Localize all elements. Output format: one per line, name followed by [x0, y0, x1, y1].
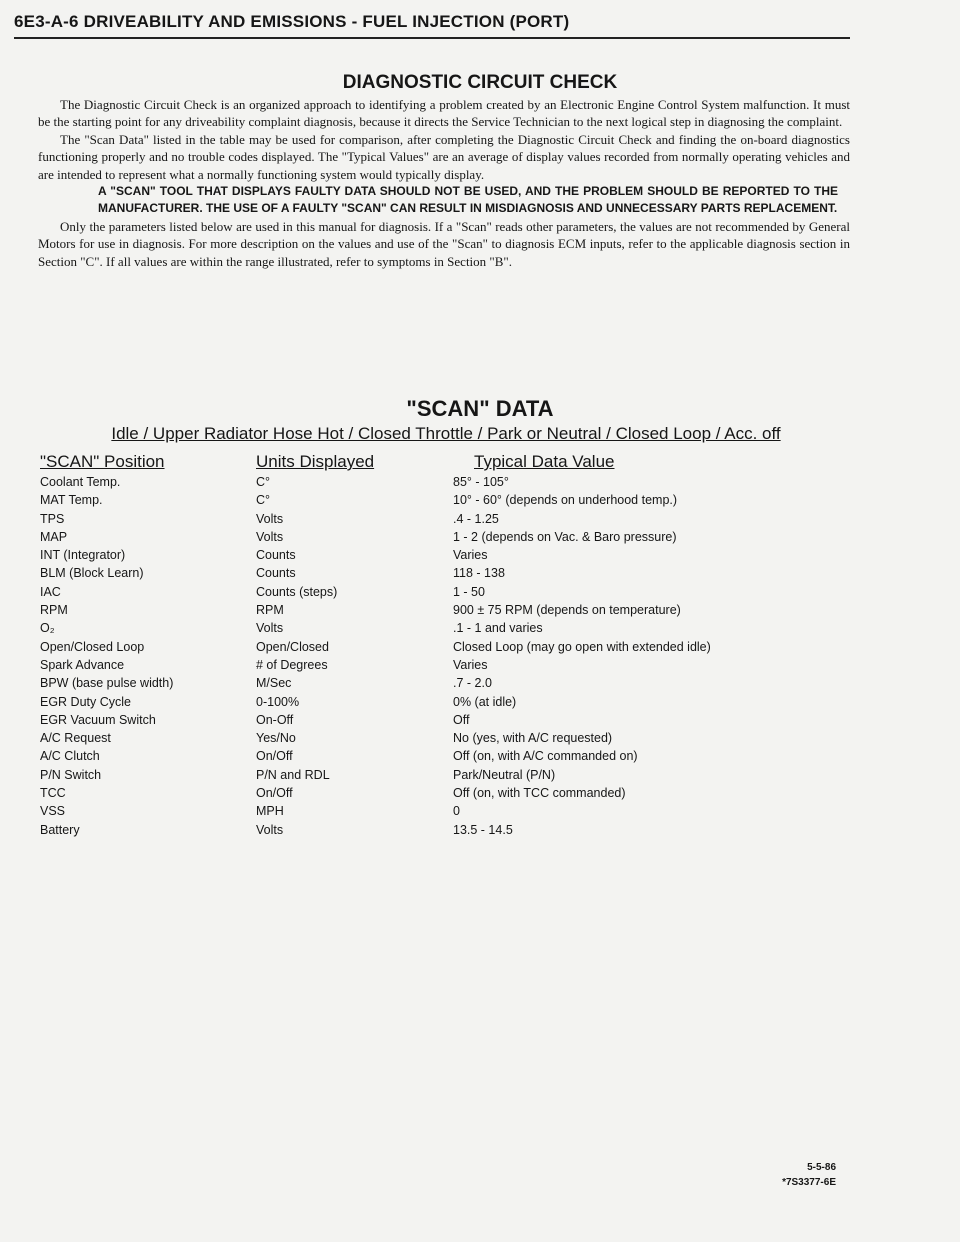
- intro-paragraph: The "Scan Data" listed in the table may be used for comparison, after completing the Diagnostic Circuit Check and finding the on-board diagnostics functioning properly and no trouble codes displayed. The "Typical Values" are an average of display values recorded from normally operating vehicles and are intended to represent what a normally functioning system would typically display.: [38, 131, 850, 182]
- table-row: [40, 658, 860, 676]
- scan-position-cell: BPW (base pulse width): [40, 676, 174, 691]
- units-displayed-cell: Counts: [256, 566, 296, 581]
- typical-value-cell: Off (on, with TCC commanded): [453, 786, 626, 801]
- table-row: [40, 749, 860, 767]
- scan-position-cell: Spark Advance: [40, 657, 125, 672]
- scan-position-cell: EGR Vacuum Switch: [40, 712, 156, 727]
- typical-value-cell: Park/Neutral (P/N): [453, 767, 556, 782]
- table-row: [40, 566, 860, 584]
- scan-data-title: "SCAN" DATA: [406, 396, 554, 421]
- scan-conditions: Idle / Upper Radiator Hose Hot / Closed Throttle / Park or Neutral / Closed Loop / Acc. off: [111, 424, 781, 443]
- intro-paragraph: The Diagnostic Circuit Check is an organized approach to identifying a problem created by an Electronic Engine Control System malfunction. It must be the starting point for any driveability complaint diagnosis, because it directs the Service Technician to the next logical step in diagnosing the complaint.: [38, 97, 850, 130]
- units-displayed-cell: Counts (steps): [256, 584, 338, 599]
- typical-value-cell: .1 - 1 and varies: [453, 621, 543, 636]
- table-row: [40, 804, 860, 822]
- footer-date: 5-5-86: [807, 1162, 836, 1173]
- units-displayed-cell: C°: [256, 475, 271, 489]
- table-row: [40, 548, 860, 566]
- units-displayed-cell: On/Off: [256, 786, 293, 801]
- table-row: [40, 621, 860, 639]
- table-row: [40, 603, 860, 621]
- scan-position-cell: TCC: [40, 786, 66, 801]
- scan-position-cell: Open/Closed Loop: [40, 639, 145, 654]
- table-row: [40, 768, 860, 786]
- table-row: [40, 585, 860, 603]
- units-displayed-cell: Volts: [256, 621, 284, 636]
- typical-value-cell: No (yes, with A/C requested): [453, 731, 613, 746]
- typical-value-cell: Varies: [453, 548, 488, 563]
- scan-position-cell: A/C Clutch: [40, 749, 100, 764]
- page-header: 6E3-A-6 DRIVEABILITY AND EMISSIONS - FUEL INJECTION (PORT): [14, 12, 850, 39]
- scan-position-cell: IAC: [40, 584, 61, 599]
- scan-position-cell: Coolant Temp.: [40, 475, 121, 489]
- units-displayed-cell: Open/Closed: [256, 639, 329, 654]
- units-displayed-cell: MPH: [256, 804, 284, 819]
- table-row: [40, 713, 860, 731]
- table-row: [40, 676, 860, 694]
- units-displayed-cell: Yes/No: [256, 731, 296, 746]
- typical-value-cell: 1 - 50: [453, 584, 485, 599]
- table-row: [40, 640, 860, 658]
- scan-position-cell: MAT Temp.: [40, 493, 103, 508]
- closing-paragraph: Only the parameters listed below are used in this manual for diagnosis. If a "Scan" reads other parameters, the values are not recommended by General Motors for use in diagnosis. For more description on the values and use of the "Scan" to diagnosis ECM inputs, refer to the applicable diagnosis section in Section "C". If all values are within the range illustrated, refer to symptoms in Section "B".: [38, 218, 850, 269]
- table-row: [40, 475, 860, 493]
- units-displayed-cell: Volts: [256, 511, 284, 526]
- scan-position-cell: RPM: [40, 603, 68, 618]
- intro-text: [38, 96, 850, 270]
- scan-position-cell: VSS: [40, 804, 66, 819]
- typical-value-cell: 13.5 - 14.5: [453, 822, 513, 837]
- units-displayed-cell: 0-100%: [256, 694, 300, 709]
- table-row: [40, 695, 860, 713]
- section-title: DIAGNOSTIC CIRCUIT CHECK: [342, 72, 618, 93]
- typical-value-cell: .7 - 2.0: [453, 676, 492, 691]
- scan-position-cell: TPS: [40, 511, 65, 526]
- units-displayed-cell: Volts: [256, 822, 284, 837]
- typical-value-cell: 0% (at idle): [453, 694, 517, 709]
- typical-value-cell: Off (on, with A/C commanded on): [453, 749, 638, 764]
- scan-position-cell: Battery: [40, 822, 80, 837]
- scan-position-cell: EGR Duty Cycle: [40, 694, 131, 709]
- units-displayed-cell: P/N and RDL: [256, 767, 330, 782]
- units-displayed-cell: RPM: [256, 603, 284, 618]
- scan-position-cell: INT (Integrator): [40, 548, 126, 563]
- units-displayed-cell: Counts: [256, 548, 296, 563]
- units-displayed-cell: M/Sec: [256, 676, 292, 691]
- table-row: [40, 493, 860, 511]
- scan-position-cell: MAP: [40, 529, 68, 544]
- typical-value-cell: 118 - 138: [453, 566, 505, 581]
- typical-value-cell: 0: [453, 804, 460, 819]
- warning-notice: A "SCAN" TOOL THAT DISPLAYS FAULTY DATA SHOULD NOT BE USED, AND THE PROBLEM SHOULD BE REPORTED TO THE MANUFACTURER. THE USE OF A FAULTY "SCAN" CAN RESULT IN MISDIAGNOSIS AND UNNECESSARY PARTS REPLACEMENT.: [98, 184, 838, 216]
- scan-position-cell: P/N Switch: [40, 767, 102, 782]
- typical-value-cell: 85° - 105°: [453, 475, 509, 489]
- scan-position-cell: O₂: [40, 621, 55, 636]
- scan-data-table: [40, 475, 860, 841]
- typical-value-cell: 900 ± 75 RPM (depends on temperature): [453, 603, 681, 618]
- typical-value-cell: Closed Loop (may go open with extended idle): [453, 639, 711, 654]
- typical-value-cell: 10° - 60° (depends on underhood temp.): [453, 493, 678, 508]
- units-displayed-cell: # of Degrees: [256, 657, 328, 672]
- typical-value-cell: .4 - 1.25: [453, 511, 499, 526]
- typical-value-cell: Varies: [453, 657, 488, 672]
- column-header-units: Units Displayed: [256, 452, 375, 471]
- table-row: [40, 512, 860, 530]
- units-displayed-cell: Volts: [256, 529, 284, 544]
- units-displayed-cell: C°: [256, 493, 271, 508]
- typical-value-cell: 1 - 2 (depends on Vac. & Baro pressure): [453, 529, 677, 544]
- column-header-typical-value: Typical Data Value: [474, 452, 615, 471]
- typical-value-cell: Off: [453, 712, 470, 727]
- scan-position-cell: BLM (Block Learn): [40, 566, 144, 581]
- footer-doc-code: *7S3377-6E: [782, 1177, 836, 1188]
- table-row: [40, 530, 860, 548]
- table-row: [40, 786, 860, 804]
- units-displayed-cell: On-Off: [256, 712, 294, 727]
- units-displayed-cell: On/Off: [256, 749, 293, 764]
- table-row: [40, 823, 860, 841]
- column-header-position: "SCAN" Position: [40, 452, 165, 471]
- scan-position-cell: A/C Request: [40, 731, 111, 746]
- table-row: [40, 731, 860, 749]
